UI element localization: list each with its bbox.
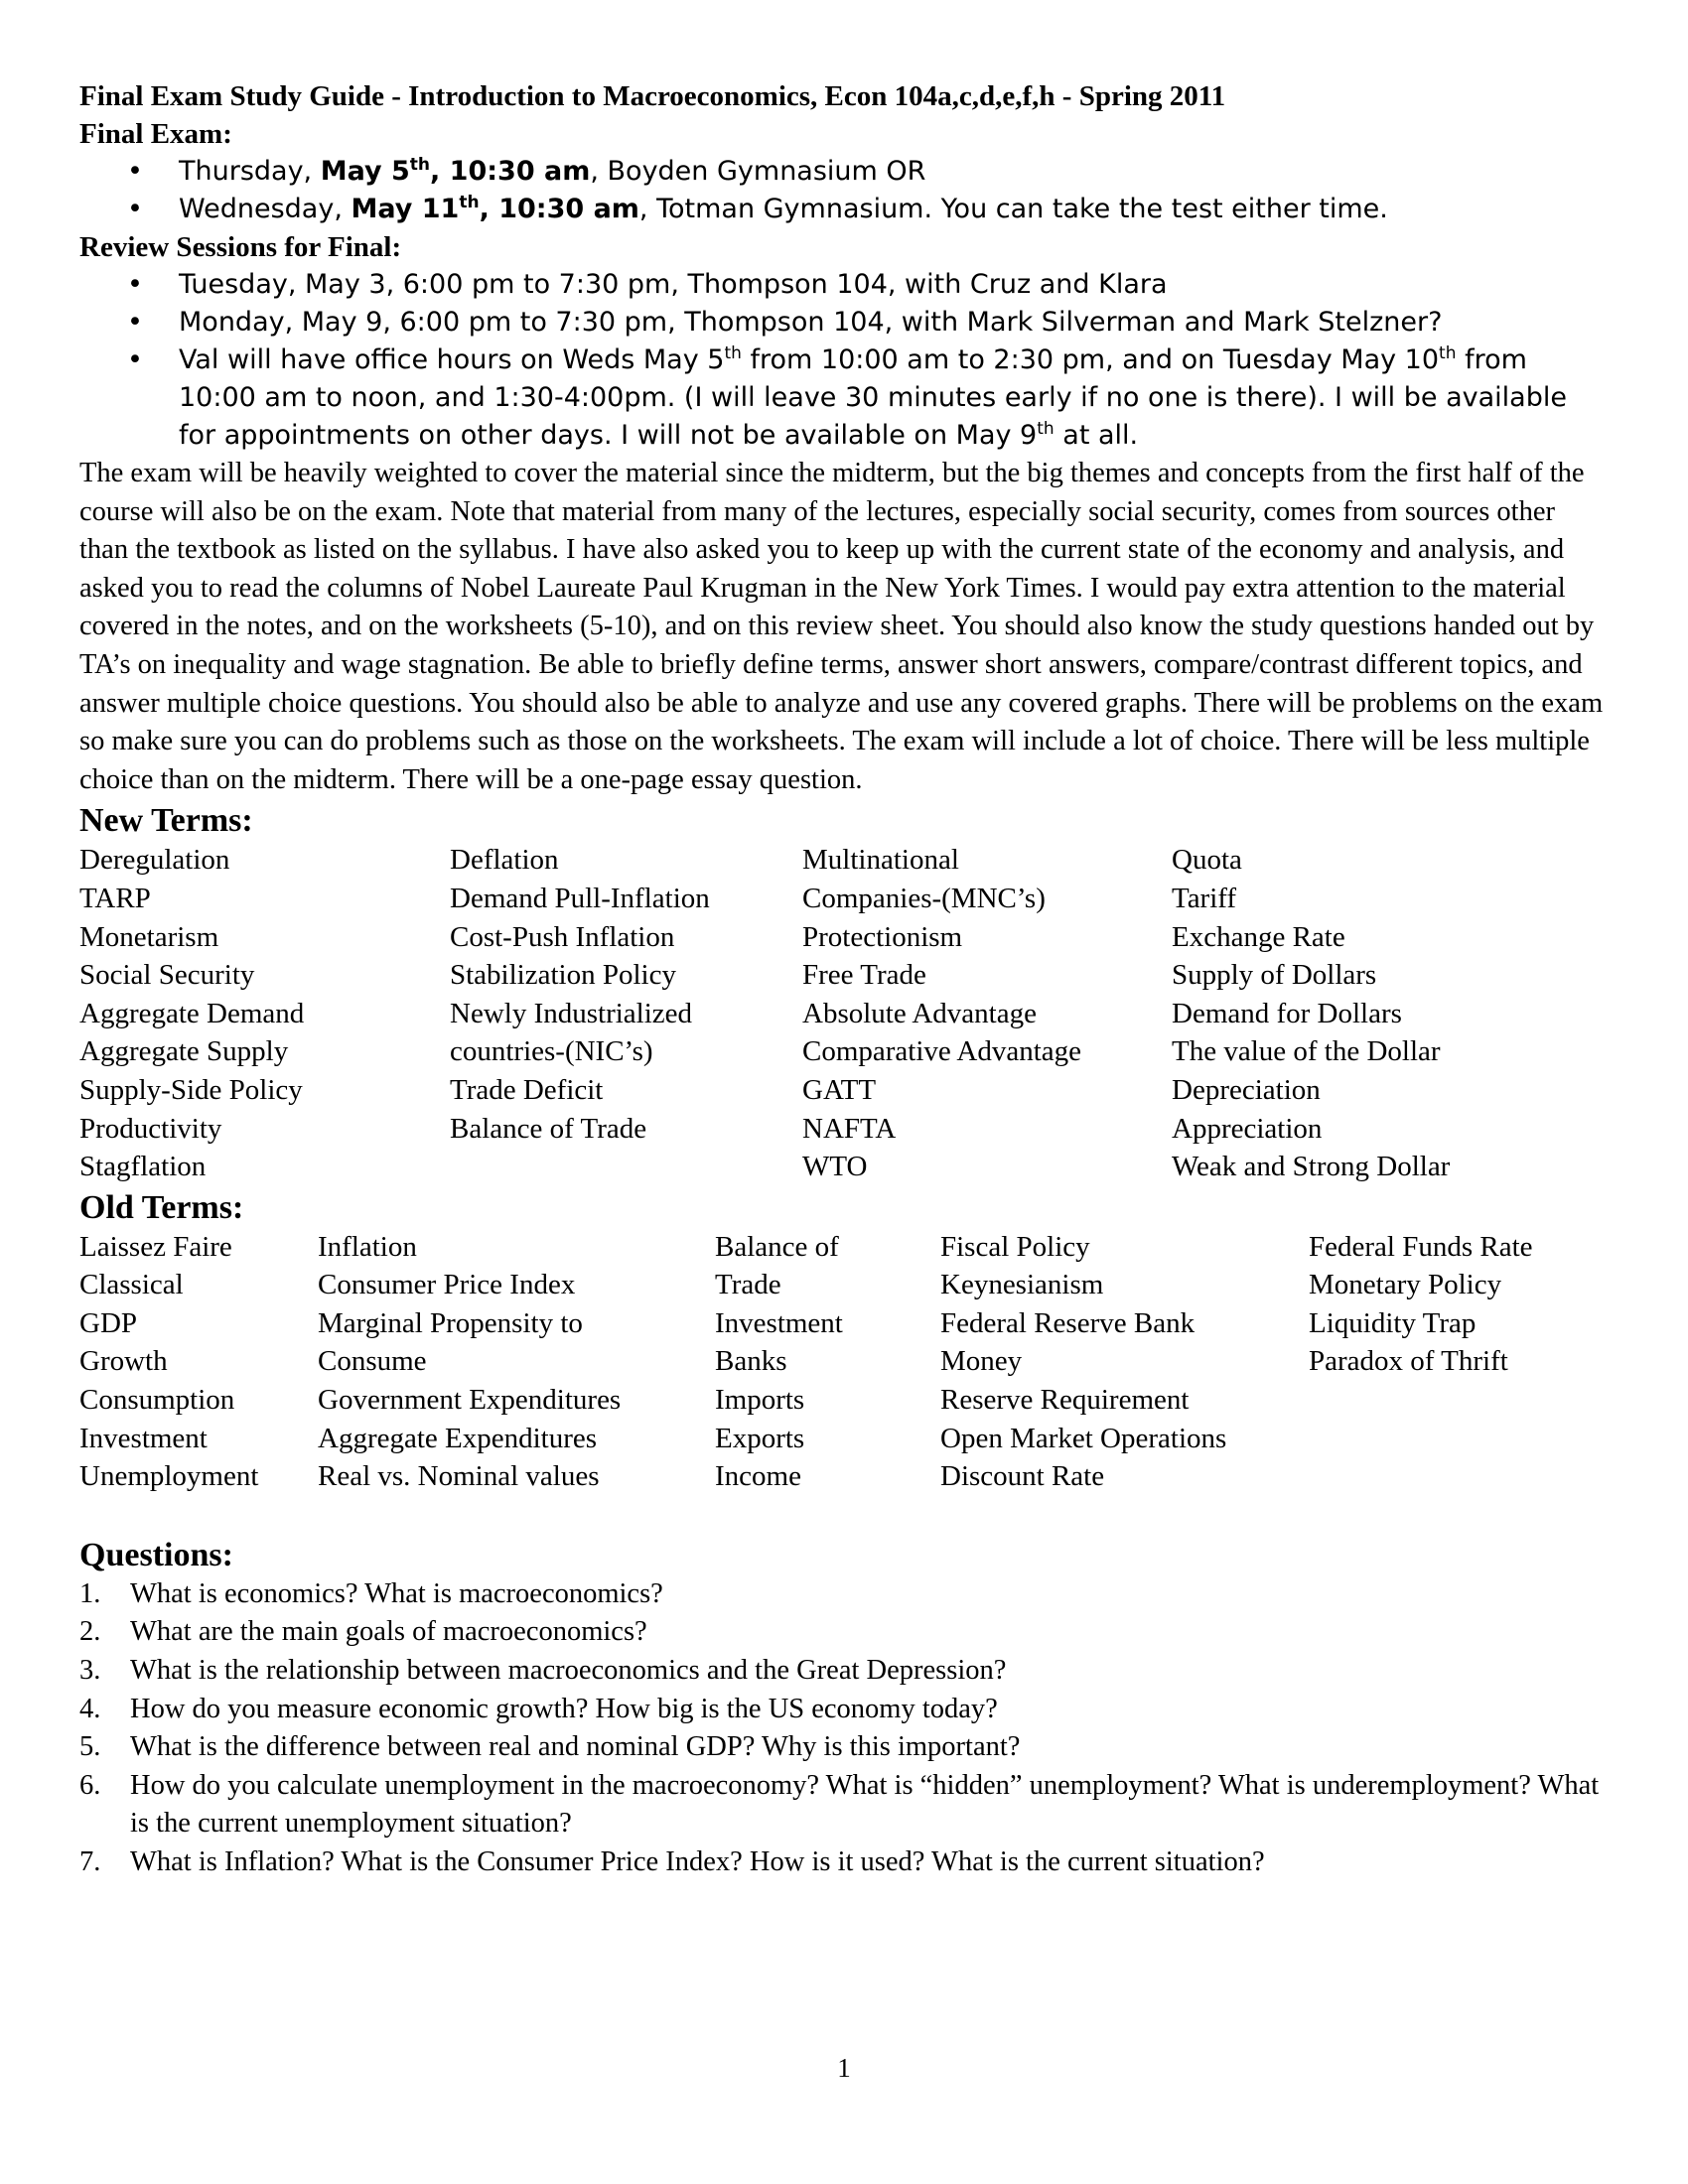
term-cell: Monetarism [79, 920, 219, 953]
term-cell: Keynesianism [940, 1269, 1104, 1301]
term-cell: countries-(NIC’s) [450, 1035, 653, 1068]
question-item [79, 1728, 1609, 1767]
new-terms-heading: New Terms: [79, 802, 253, 840]
question-text: What is the relationship between macroeconomics and the Great Depression? [130, 1655, 1007, 1687]
question-number: 2. [79, 1616, 101, 1648]
final-exam-list [79, 153, 1609, 228]
bullet-icon: • [127, 194, 143, 224]
term-cell: Reserve Requirement [940, 1384, 1190, 1417]
list-item: • Val will have office hours on Weds May 5th from 10:00 am to 2:30 pm, and on Tuesday May 10th from 10:00 am to noon, and 1:30-4:00pm. (I will leave 30 minutes early if no one is there). I will be available for appointments on other days. I will not be available on May 9th at all. [127, 343, 1567, 451]
term-cell: Stagflation [79, 1151, 207, 1183]
old-terms-grid [79, 1228, 1609, 1496]
page-number: 1 [837, 2053, 851, 2083]
term-cell: Inflation [318, 1230, 417, 1263]
term-cell: Multinational [802, 844, 959, 877]
term-cell: Comparative Advantage [802, 1035, 1082, 1068]
term-cell: The value of the Dollar [1172, 1035, 1441, 1068]
question-item [79, 1652, 1609, 1691]
list-item: • Tuesday, May 3, 6:00 pm to 7:30 pm, Thompson 104, with Cruz and Klara [79, 266, 1609, 304]
question-number: 6. [79, 1769, 101, 1801]
term-cell: Real vs. Nominal values [318, 1460, 600, 1493]
question-item [79, 1843, 1609, 1882]
term-cell: Investment [79, 1422, 208, 1454]
term-cell: Unemployment [79, 1460, 259, 1493]
term-cell: Cost-Push Inflation [450, 920, 675, 953]
exam-description-paragraph: The exam will be heavily weighted to cover the material since the midterm, but the big themes and concepts from the first half of the course will also be on the exam. Note that material from many of the lectures, especially social security, comes from sources other than the textbook as listed on the syllabus. I have also asked you to keep up with the current state of the economy and analysis, and asked you to read the columns of Nobel Laureate Paul Krugman in the New York Times. I would pay extra attention to the material covered in the notes, and on the worksheets (5-10), and on this review sheet. You should also know the study questions handed out by TA’s on inequality and wage stagnation. Be able to briefly define terms, answer short answers, compare/contrast different topics, and answer multiple choice questions. You should also be able to analyze and use any covered graphs. There will be problems on the exam so make sure you can do problems such as those on the worksheets. The exam will include a lot of choice. There will be less multiple choice than on the midterm. There will be a one-page essay question. [79, 458, 1604, 795]
term-cell: TARP [79, 882, 151, 914]
term-cell: Free Trade [802, 959, 926, 992]
term-cell: Appreciation [1172, 1112, 1323, 1145]
term-cell: Government Expenditures [318, 1384, 622, 1417]
term-cell: Growth [79, 1345, 168, 1378]
term-cell: Balance of Trade [450, 1112, 647, 1145]
question-item [79, 1575, 1609, 1614]
term-cell: Quota [1172, 844, 1242, 877]
term-cell: Banks [715, 1345, 787, 1378]
term-cell: NAFTA [802, 1112, 897, 1145]
term-cell: Paradox of Thrift [1309, 1345, 1508, 1378]
list-item: • Thursday, May 5th, 10:30 am, Boyden Gymnasium OR [79, 153, 1609, 191]
term-cell: Productivity [79, 1112, 222, 1145]
term-cell: Demand for Dollars [1172, 997, 1402, 1029]
question-text: What is the difference between real and nominal GDP? Why is this important? [130, 1731, 1021, 1763]
review-sessions-list [79, 266, 1609, 455]
term-cell [1309, 1381, 1607, 1420]
term-cell [1309, 1457, 1607, 1496]
question-item [79, 1613, 1609, 1652]
term-cell: Demand Pull-Inflation [450, 882, 710, 914]
bullet-icon: • [127, 307, 143, 338]
term-cell: Marginal Propensity to [318, 1306, 583, 1339]
term-cell: Money [940, 1345, 1023, 1378]
question-text: What is economics? What is macroeconomics? [130, 1577, 663, 1609]
term-cell: Protectionism [802, 920, 963, 953]
term-cell: Weak and Strong Dollar [1172, 1151, 1451, 1183]
list-item: • Monday, May 9, 6:00 pm to 7:30 pm, Thompson 104, with Mark Silverman and Mark Stelzner? [79, 304, 1609, 341]
term-cell: Aggregate Supply [79, 1035, 289, 1068]
term-cell: Stabilization Policy [450, 959, 676, 992]
term-cell: Discount Rate [940, 1460, 1105, 1493]
questions-list [79, 1575, 1609, 1882]
term-cell: Tariff [1172, 882, 1237, 914]
question-number: 5. [79, 1731, 101, 1763]
term-cell: Imports [715, 1384, 805, 1417]
document-page [79, 77, 1609, 1882]
question-text: What is Inflation? What is the Consumer Price Index? How is it used? What is the current situation? [130, 1846, 1265, 1877]
term-cell: Fiscal Policy [940, 1230, 1090, 1263]
bullet-icon: • [127, 156, 143, 187]
term-cell: GATT [802, 1073, 877, 1106]
review-sessions-heading: Review Sessions for Final: [79, 231, 402, 263]
term-cell: Social Security [79, 959, 255, 992]
term-cell: WTO [802, 1151, 868, 1183]
final-exam-heading: Final Exam: [79, 118, 232, 150]
term-cell: Federal Funds Rate [1309, 1230, 1533, 1263]
question-number: 3. [79, 1655, 101, 1687]
term-cell: Monetary Policy [1309, 1269, 1502, 1301]
term-cell: Balance of [715, 1230, 839, 1263]
term-cell: Trade [715, 1269, 781, 1301]
question-text: How do you calculate unemployment in the macroeconomy? What is “hidden” unemployment? What is underemployment? What is the current unemployment situation? [130, 1769, 1600, 1840]
old-terms-heading: Old Terms: [79, 1188, 244, 1226]
term-cell [1309, 1420, 1607, 1458]
question-text: How do you measure economic growth? How big is the US economy today? [130, 1693, 998, 1724]
document-title: Final Exam Study Guide - Introduction to Macroeconomics, Econ 104a,c,d,e,f,h - Spring 2011 [79, 80, 1226, 112]
question-number: 4. [79, 1693, 101, 1724]
term-cell: Investment [715, 1306, 843, 1339]
question-number: 7. [79, 1846, 101, 1877]
term-cell: Newly Industrialized [450, 997, 693, 1029]
term-cell: Companies-(MNC’s) [802, 882, 1046, 914]
term-cell: Trade Deficit [450, 1073, 604, 1106]
term-cell: Classical [79, 1269, 184, 1301]
term-cell: Supply of Dollars [1172, 959, 1377, 992]
term-cell [450, 1148, 802, 1186]
term-cell: Consume [318, 1345, 427, 1378]
bullet-icon: • [127, 269, 143, 300]
question-item [79, 1691, 1609, 1729]
term-cell: Aggregate Demand [79, 997, 305, 1029]
term-cell: Open Market Operations [940, 1422, 1227, 1454]
term-cell: Absolute Advantage [802, 997, 1037, 1029]
list-item: • Wednesday, May 11th, 10:30 am, Totman Gymnasium. You can take the test either time. [79, 191, 1609, 228]
term-cell: Consumption [79, 1384, 235, 1417]
term-cell: Consumer Price Index [318, 1269, 576, 1301]
questions-heading: Questions: [79, 1536, 233, 1573]
new-terms-grid [79, 841, 1609, 1185]
term-cell: Laissez Faire [79, 1230, 232, 1263]
term-cell: Income [715, 1460, 801, 1493]
term-cell: Federal Reserve Bank [940, 1306, 1196, 1339]
term-cell: Exchange Rate [1172, 920, 1345, 953]
question-text: What are the main goals of macroeconomics? [130, 1616, 647, 1648]
term-cell: Deregulation [79, 844, 230, 877]
term-cell: Depreciation [1172, 1073, 1321, 1106]
term-cell: Deflation [450, 844, 559, 877]
term-cell: Liquidity Trap [1309, 1306, 1477, 1339]
bullet-icon: • [127, 344, 143, 375]
term-cell: Exports [715, 1422, 805, 1454]
term-cell: Aggregate Expenditures [318, 1422, 598, 1454]
question-number: 1. [79, 1577, 101, 1609]
question-item [79, 1767, 1609, 1843]
term-cell: Supply-Side Policy [79, 1073, 303, 1106]
term-cell: GDP [79, 1306, 138, 1339]
